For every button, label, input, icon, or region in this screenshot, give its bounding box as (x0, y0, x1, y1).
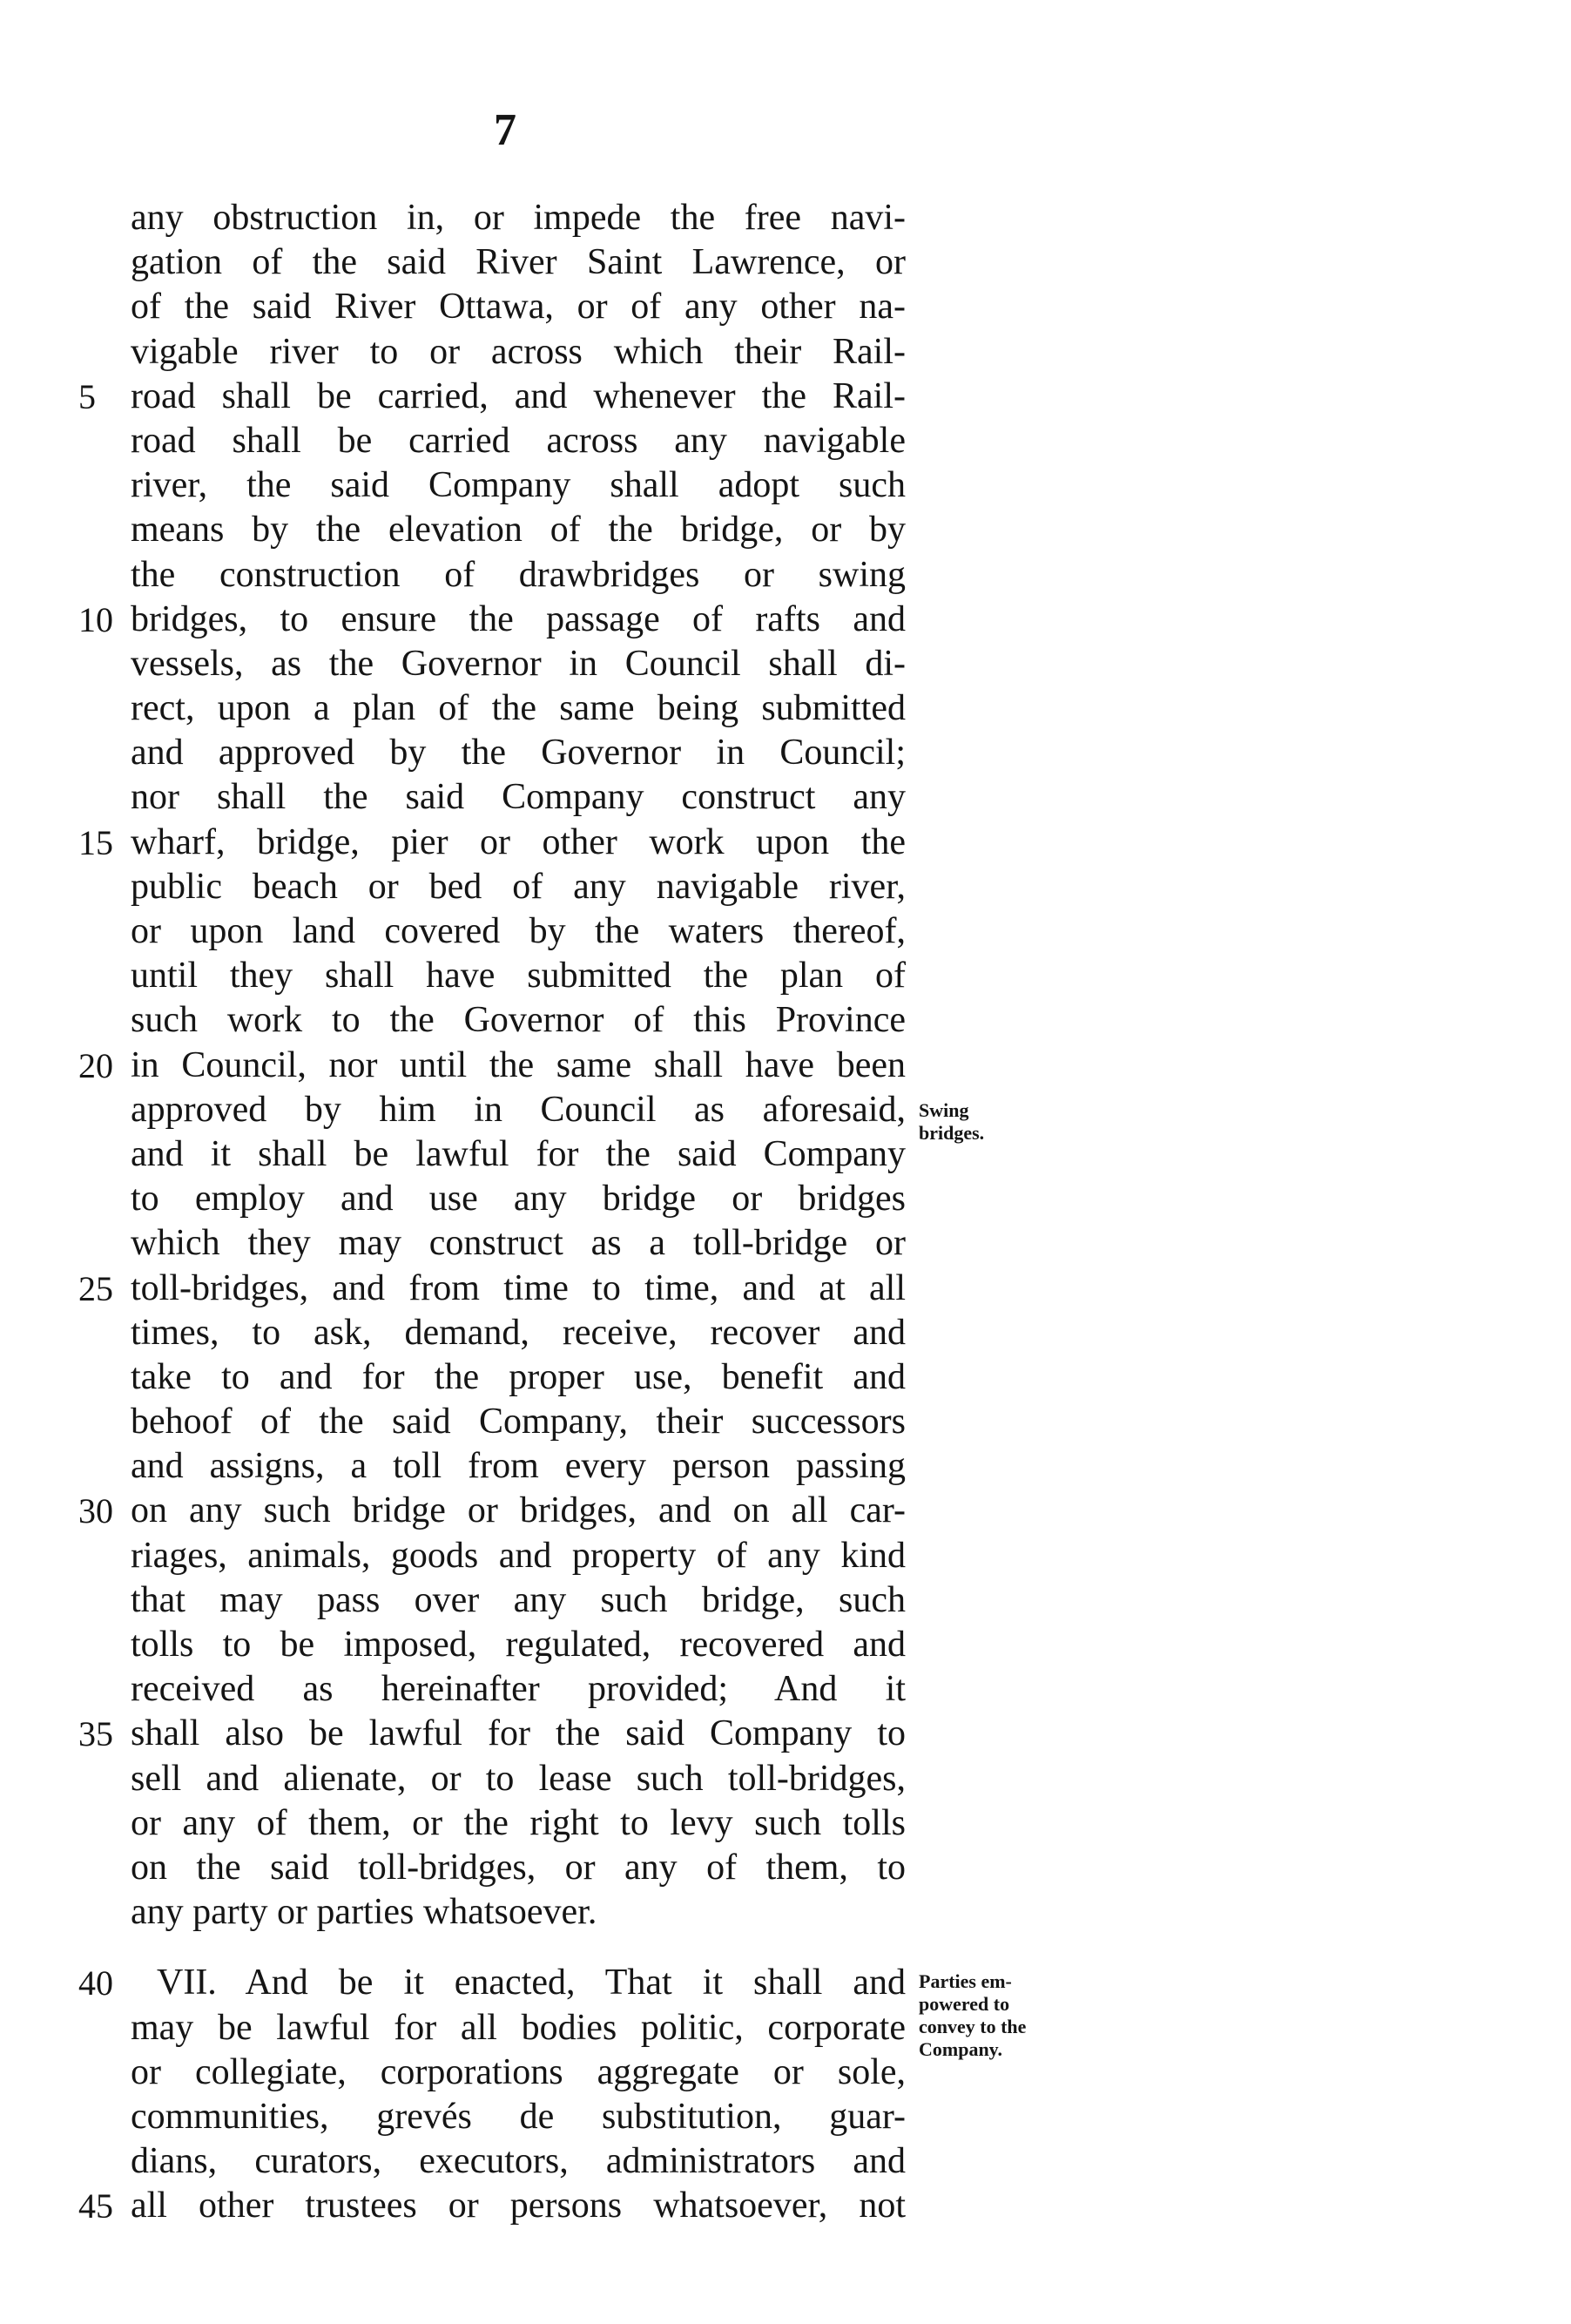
line-number: 10 (78, 599, 113, 639)
line-text: shall also be lawful for the said Company to (131, 1713, 906, 1754)
margin-note-line: powered to (919, 1993, 1010, 2015)
line-text: toll-bridges, and from time to time, and at all (131, 1267, 906, 1308)
line-text: on any such bridge or bridges, and on all car- (131, 1490, 906, 1531)
line-number: 35 (78, 1714, 113, 1754)
line-text: that may pass over any such bridge, such (131, 1579, 906, 1620)
line-text: and assigns, a toll from every person passing (131, 1446, 906, 1487)
line-text: to employ and use any bridge or bridges (131, 1179, 906, 1219)
line-text: wharf, bridge, pier or other work upon the (131, 821, 906, 862)
text-line (0, 1044, 1571, 1088)
text-line (0, 1846, 1571, 1890)
margin-note-line: convey to the (919, 2016, 1027, 2037)
text-line (0, 2050, 1571, 2095)
line-text: which they may construct as a toll-bridge or (131, 1223, 906, 1264)
margin-note-line: bridges. (919, 1122, 985, 1144)
line-text: and it shall be lawful for the said Company (131, 1133, 906, 1174)
text-line (0, 1400, 1571, 1444)
line-text: public beach or bed of any navigable river, (131, 866, 906, 907)
line-text: rect, upon a plan of the same being submitted (131, 688, 906, 729)
text-line (0, 731, 1571, 775)
text-line (0, 1088, 1571, 1132)
line-text: sell and alienate, or to lease such toll-bridges, (131, 1758, 906, 1799)
line-text: may be lawful for all bodies politic, corporate (131, 2007, 906, 2048)
text-line (0, 1444, 1571, 1489)
text-line (0, 1712, 1571, 1756)
line-text: times, to ask, demand, receive, recover and (131, 1312, 906, 1353)
text-line (0, 1801, 1571, 1846)
line-text: take to and for the proper use, benefit and (131, 1356, 906, 1397)
line-number: 20 (78, 1045, 113, 1085)
margin-note-line: Swing (919, 1099, 969, 1121)
line-text: or any of them, or the right to levy such tolls (131, 1802, 906, 1843)
line-text: vessels, as the Governor in Council shall di- (131, 643, 906, 684)
text-line (0, 2006, 1571, 2050)
text-line (0, 330, 1571, 375)
line-text: communities, grevés de substitution, guar- (131, 2096, 906, 2137)
line-text: on the said toll-bridges, or any of them, to (131, 1847, 906, 1888)
margin-note-line: Company. (919, 2038, 1002, 2060)
line-text: or upon land covered by the waters thereof, (131, 911, 906, 951)
line-text: such work to the Governor of this Province (131, 1000, 906, 1041)
line-text: any obstruction in, or impede the free navi- (131, 198, 906, 238)
text-line (0, 865, 1571, 909)
text-line (0, 686, 1571, 731)
line-number: 40 (78, 1963, 113, 2003)
text-line (0, 240, 1571, 285)
text-line (0, 642, 1571, 686)
line-number: 45 (78, 2186, 113, 2226)
line-text: the construction of drawbridges or swing (131, 554, 906, 595)
line-text: vigable river to or across which their Rail- (131, 331, 906, 372)
text-line (0, 1177, 1571, 1221)
text-line (0, 2139, 1571, 2184)
text-line (0, 1623, 1571, 1667)
page-number: 7 (494, 105, 516, 155)
margin-note-parties-empowered (919, 1970, 1026, 2061)
line-text: means by the elevation of the bridge, or by (131, 510, 906, 551)
line-text: and approved by the Governor in Council; (131, 733, 906, 774)
text-line (0, 909, 1571, 954)
text-line (0, 375, 1571, 419)
margin-note-swing-bridges (919, 1099, 984, 1145)
line-text: of the said River Ottawa, or of any other na- (131, 287, 906, 328)
statute-text (0, 196, 1571, 2228)
line-text: tolls to be imposed, regulated, recovered and (131, 1625, 906, 1665)
line-text: behoof of the said Company, their successors (131, 1402, 906, 1442)
text-line (0, 821, 1571, 865)
text-line (0, 2095, 1571, 2139)
text-line (0, 1961, 1571, 2005)
text-line (0, 1355, 1571, 1400)
text-line (0, 1489, 1571, 1533)
line-text: road shall be carried, and whenever the Rail- (131, 375, 906, 416)
text-line (0, 463, 1571, 508)
text-line (0, 1890, 1571, 1935)
text-line (0, 1667, 1571, 1712)
line-text: nor shall the said Company construct any (131, 777, 906, 818)
text-line (0, 1311, 1571, 1355)
line-text: any party or parties whatsoever. (131, 1892, 597, 1933)
text-line (0, 598, 1571, 642)
text-line (0, 1221, 1571, 1266)
text-line (0, 1534, 1571, 1578)
text-line (0, 998, 1571, 1043)
line-text: bridges, to ensure the passage of rafts and (131, 598, 906, 639)
text-line (0, 419, 1571, 463)
text-line (0, 1578, 1571, 1623)
line-text: or collegiate, corporations aggregate or sole, (131, 2051, 906, 2092)
line-text: river, the said Company shall adopt such (131, 465, 906, 506)
line-text: riages, animals, goods and property of any kind (131, 1535, 906, 1576)
text-line (0, 553, 1571, 598)
line-text: dians, curators, executors, administrators and (131, 2141, 906, 2182)
line-text: until they shall have submitted the plan of (131, 956, 906, 996)
line-text: approved by him in Council as aforesaid, (131, 1089, 906, 1130)
text-line (0, 508, 1571, 552)
margin-note-line: Parties em- (919, 1970, 1012, 1992)
section-gap (0, 1935, 1571, 1961)
line-number: 5 (78, 376, 96, 416)
text-line (0, 285, 1571, 329)
text-line (0, 1757, 1571, 1801)
line-text: in Council, nor until the same shall have been (131, 1044, 906, 1085)
line-number: 30 (78, 1491, 113, 1531)
text-line (0, 1132, 1571, 1177)
line-text: gation of the said River Saint Lawrence, or (131, 242, 906, 283)
line-text: received as hereinafter provided; And it (131, 1669, 906, 1710)
text-line (0, 2184, 1571, 2228)
text-line (0, 196, 1571, 240)
text-line (0, 1267, 1571, 1311)
line-number: 15 (78, 822, 113, 862)
text-line (0, 775, 1571, 820)
line-text: road shall be carried across any navigable (131, 420, 906, 461)
line-text: VII. And be it enacted, That it shall and (157, 1963, 906, 2003)
line-text: all other trustees or persons whatsoever, not (131, 2186, 906, 2226)
line-number: 25 (78, 1268, 113, 1308)
text-line (0, 954, 1571, 998)
